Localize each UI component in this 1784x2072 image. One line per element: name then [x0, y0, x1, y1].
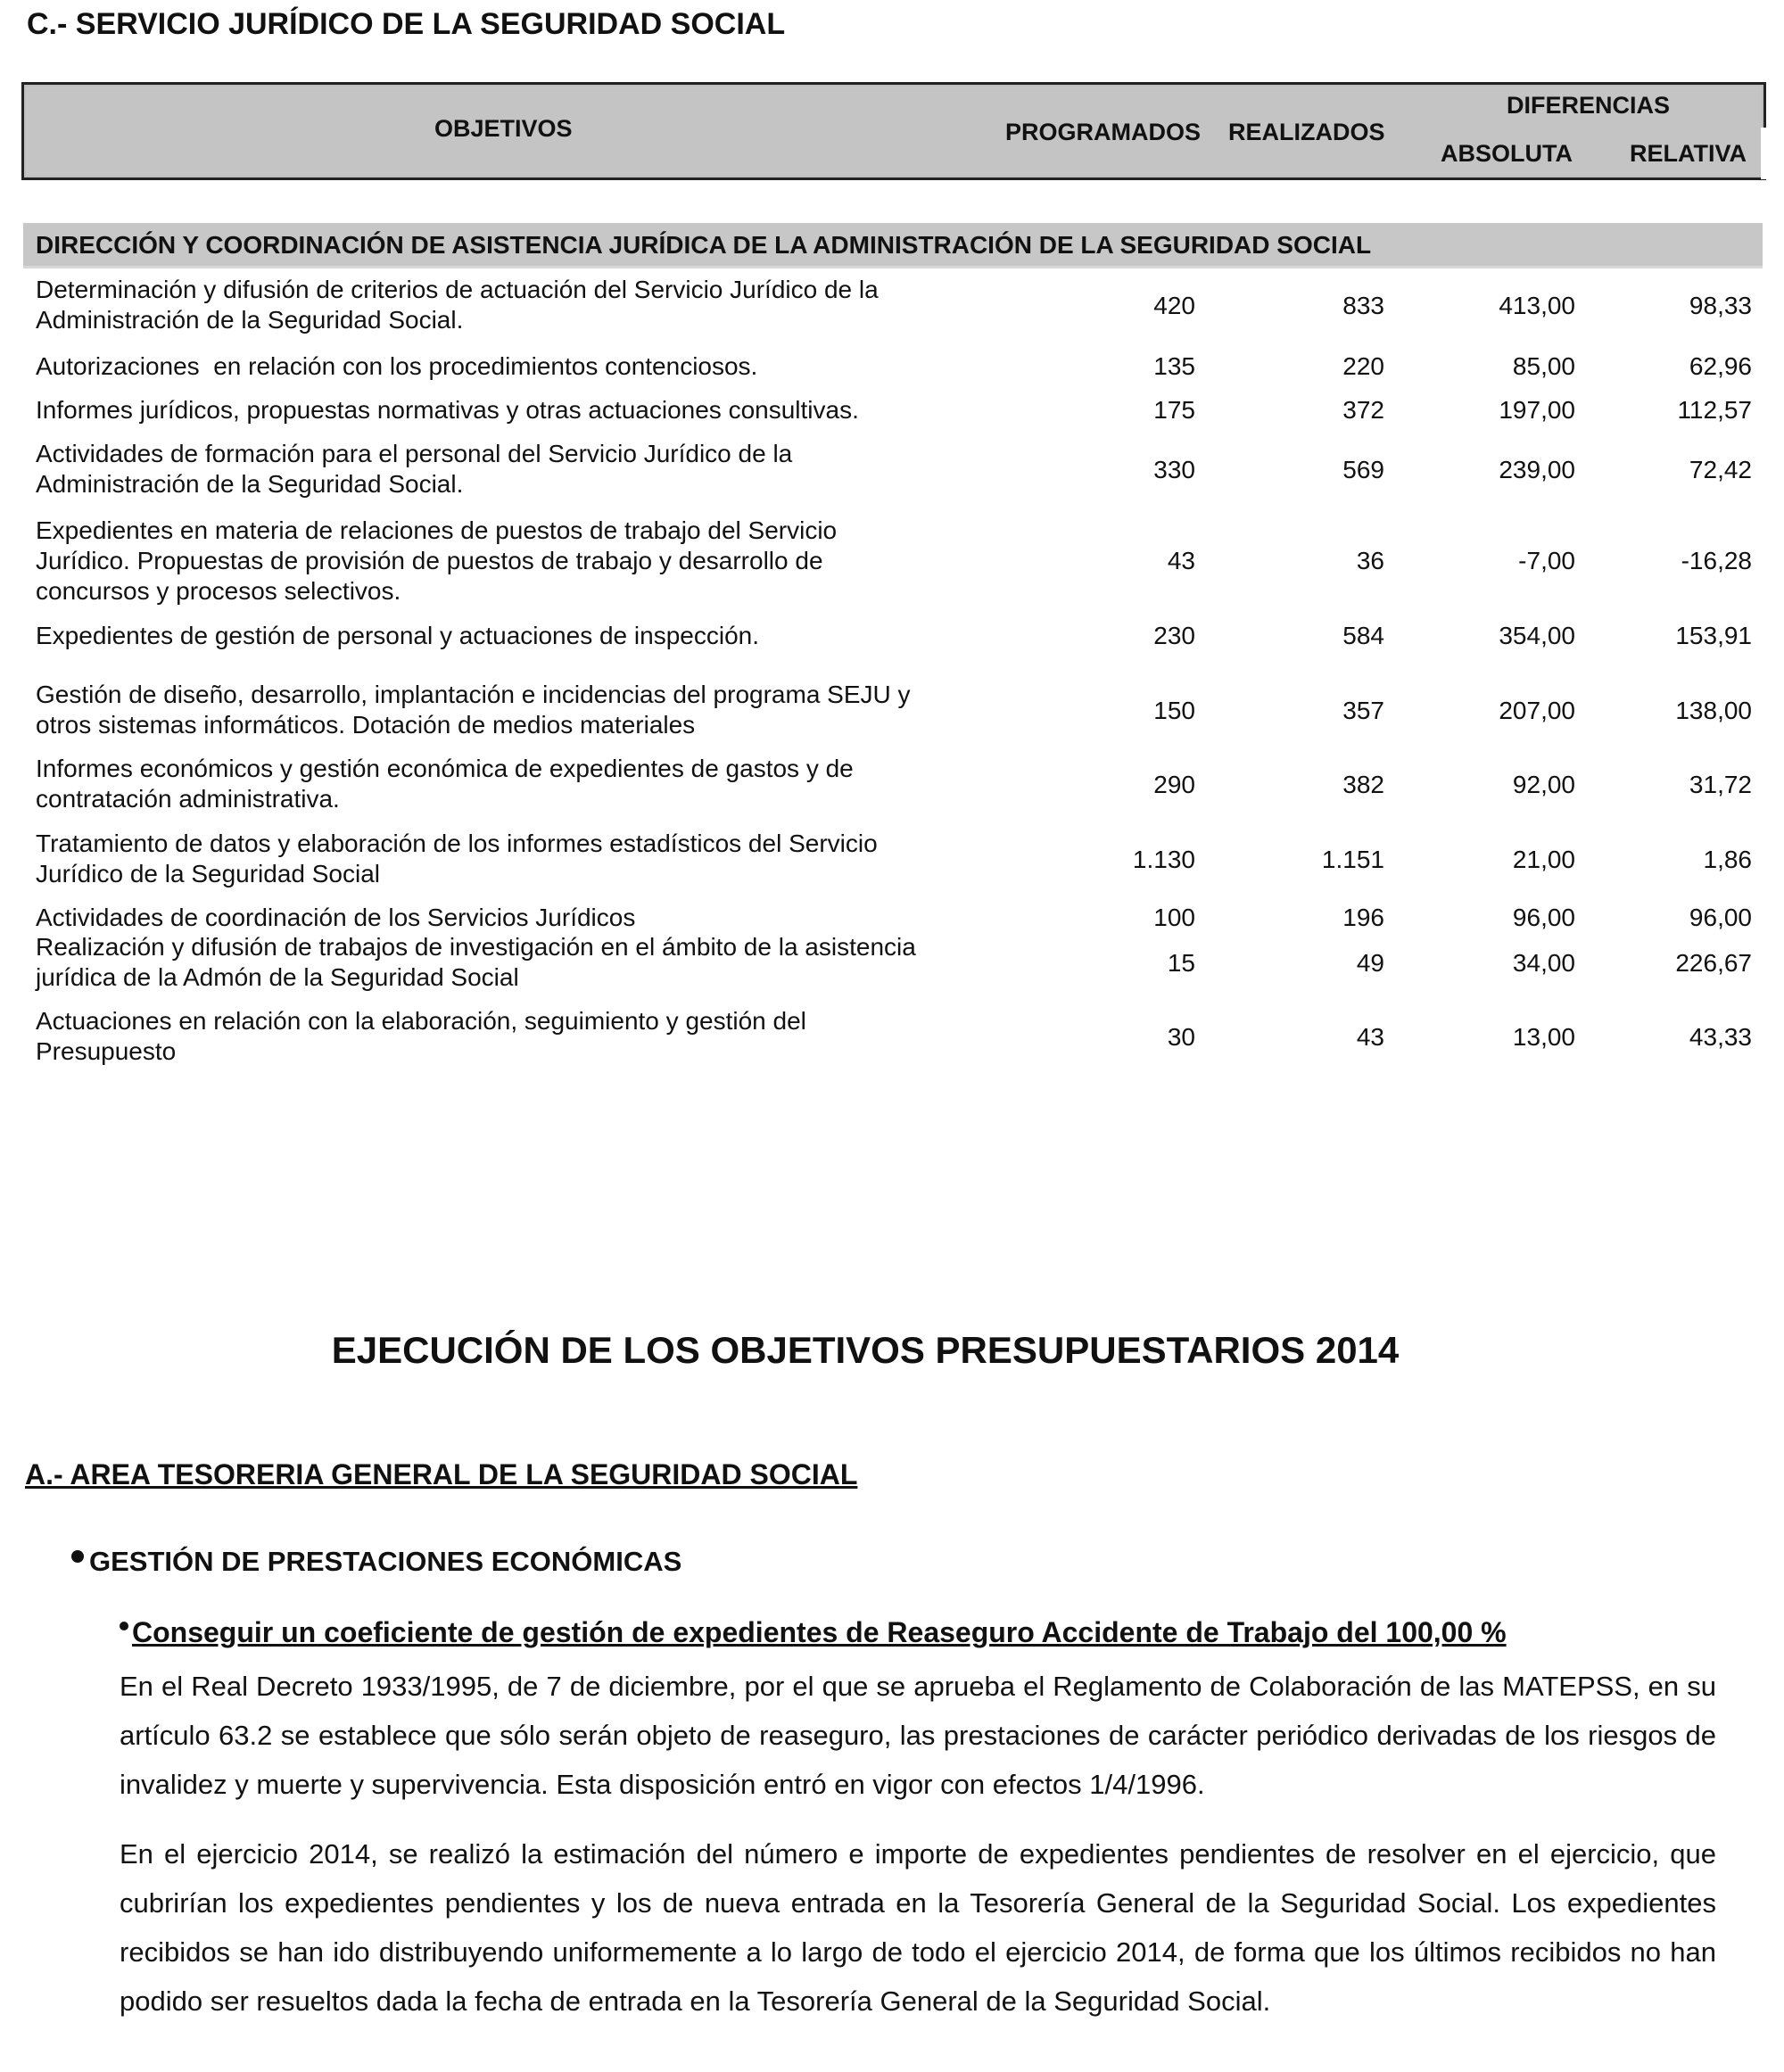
cell-realizados: 1.151: [1321, 846, 1384, 873]
row-description-line: Jurídico de la Seguridad Social: [36, 860, 381, 887]
row-description-line: Actividades de formación para el personal del Servicio Jurídico de la: [36, 440, 793, 467]
section-title: C.- SERVICIO JURÍDICO DE LA SEGURIDAD SOCIAL: [27, 7, 786, 41]
cell-programados: 43: [1167, 547, 1195, 574]
header-absoluta: ABSOLUTA: [1441, 140, 1573, 167]
cell-realizados: 196: [1342, 904, 1384, 931]
cell-realizados: 584: [1342, 622, 1384, 649]
row-description: [36, 395, 981, 425]
cell-relativa: 153,91: [1675, 622, 1752, 649]
cell-absoluta: 21,00: [1512, 846, 1575, 873]
row-description: [36, 275, 981, 335]
cell-absoluta: 85,00: [1512, 352, 1575, 380]
cell-absoluta: 13,00: [1512, 1023, 1575, 1051]
bullet-heading: [71, 1546, 681, 1578]
cell-programados: 150: [1153, 697, 1195, 724]
group-band: [23, 223, 1763, 268]
row-description-line: Determinación y difusión de criterios de actuación del Servicio Jurídico de la: [36, 276, 879, 303]
cell-absoluta: 354,00: [1499, 622, 1575, 649]
cell-absoluta: 413,00: [1499, 292, 1575, 319]
cell-absoluta: 92,00: [1512, 771, 1575, 798]
row-description-line: Expedientes de gestión de personal y actuaciones de inspección.: [36, 622, 759, 649]
cell-realizados: 357: [1342, 697, 1384, 724]
cell-realizados: 569: [1342, 456, 1384, 483]
bullet-dot-icon: [71, 1550, 84, 1563]
cell-realizados: 833: [1342, 292, 1384, 319]
header-realizados: REALIZADOS: [1228, 119, 1385, 145]
cell-programados: 100: [1153, 904, 1195, 931]
sub-bullet-text: Conseguir un coeficiente de gestión de expedientes de Reaseguro Accidente de Trabajo del 100,00 %: [132, 1616, 1507, 1648]
cell-realizados: 372: [1342, 396, 1384, 424]
row-description: [36, 516, 981, 607]
cell-relativa: 98,33: [1689, 292, 1752, 319]
cell-programados: 420: [1153, 292, 1195, 319]
cell-absoluta: 197,00: [1499, 396, 1575, 424]
group-title: DIRECCIÓN Y COORDINACIÓN DE ASISTENCIA JURÍDICA DE LA ADMINISTRACIÓN DE LA SEGURIDAD SOCIAL: [36, 231, 1372, 259]
row-description-line: Tratamiento de datos y elaboración de los informes estadísticos del Servicio: [36, 830, 878, 857]
cell-relativa: -16,28: [1681, 547, 1752, 574]
cell-relativa: 96,00: [1689, 904, 1752, 931]
row-description-line: Realización y difusión de trabajos de investigación en el ámbito de la asistencia: [36, 933, 916, 961]
cell-relativa: 62,96: [1689, 352, 1752, 380]
header-notch: [1761, 128, 1766, 179]
row-description-line: Informes jurídicos, propuestas normativas y otras actuaciones consultivas.: [36, 396, 859, 424]
row-description-line: Administración de la Seguridad Social.: [36, 470, 464, 498]
cell-programados: 290: [1153, 771, 1195, 798]
cell-realizados: 43: [1356, 1023, 1384, 1051]
cell-realizados: 382: [1342, 771, 1384, 798]
row-description: [36, 903, 981, 933]
row-description: [36, 1006, 981, 1067]
row-description-line: contratación administrativa.: [36, 785, 340, 813]
cell-programados: 330: [1153, 456, 1195, 483]
header-programados: PROGRAMADOS: [1005, 119, 1202, 145]
cell-programados: 15: [1167, 949, 1195, 977]
header-objetivos: OBJETIVOS: [434, 115, 573, 142]
cell-absoluta: 34,00: [1512, 949, 1575, 977]
cell-realizados: 36: [1356, 547, 1384, 574]
cell-programados: 175: [1153, 396, 1195, 424]
cell-absoluta: 96,00: [1512, 904, 1575, 931]
cell-realizados: 49: [1356, 949, 1384, 977]
cell-relativa: 226,67: [1675, 949, 1752, 977]
row-description: [36, 932, 981, 993]
row-description-line: Administración de la Seguridad Social.: [36, 306, 464, 334]
cell-relativa: 1,86: [1703, 846, 1752, 873]
row-description: [36, 439, 981, 499]
cell-programados: 135: [1153, 352, 1195, 380]
row-description-line: Actuaciones en relación con la elaboración, seguimiento y gestión del: [36, 1007, 806, 1035]
cell-absoluta: 207,00: [1499, 697, 1575, 724]
row-description-line: concursos y procesos selectivos.: [36, 577, 401, 605]
row-description: [36, 680, 981, 740]
cell-relativa: 31,72: [1689, 771, 1752, 798]
row-description: [36, 829, 981, 889]
main-title: EJECUCIÓN DE LOS OBJETIVOS PRESUPUESTARIOS 2014: [331, 1329, 1400, 1371]
paragraph-1: En el Real Decreto 1933/1995, de 7 de diciembre, por el que se aprueba el Reglamento de Colaboración de las MATEPSS, en su artículo 63.2 se establece que sólo serán objeto de reaseguro, las prestaciones de carácter periódico derivadas de los riesgos de invalidez y muerte y supervivencia. Esta disposición entró en vigor con efectos 1/4/1996.: [120, 1671, 1716, 1800]
cell-programados: 1.130: [1132, 846, 1195, 873]
bullet-heading-text: GESTIÓN DE PRESTACIONES ECONÓMICAS: [89, 1546, 682, 1577]
cell-programados: 30: [1167, 1023, 1195, 1051]
row-description: [36, 754, 981, 814]
cell-relativa: 112,57: [1677, 396, 1752, 424]
row-description-line: Informes económicos y gestión económica de expedientes de gastos y de: [36, 755, 854, 782]
cell-realizados: 220: [1342, 352, 1384, 380]
cell-absoluta: 239,00: [1499, 456, 1575, 483]
row-description: [36, 621, 981, 651]
row-description-line: Gestión de diseño, desarrollo, implantación e incidencias del programa SEJU y: [36, 681, 911, 708]
row-description-line: Presupuesto: [36, 1037, 177, 1065]
row-description-line: jurídica de la Admón de la Seguridad Social: [36, 963, 519, 991]
row-description-line: Autorizaciones en relación con los procedimientos contenciosos.: [36, 352, 758, 380]
row-description: [36, 351, 981, 382]
sub-bullet-dot-icon: [120, 1622, 128, 1630]
sub-bullet-heading: [120, 1616, 1507, 1649]
cell-absoluta: -7,00: [1518, 547, 1575, 574]
row-description-line: otros sistemas informáticos. Dotación de medios materiales: [36, 711, 696, 739]
cell-relativa: 138,00: [1675, 697, 1752, 724]
header-diferencias: DIFERENCIAS: [1507, 92, 1671, 119]
row-description-line: Jurídico. Propuestas de provisión de puestos de trabajo y desarrollo de: [36, 547, 823, 574]
paragraph-2: En el ejercicio 2014, se realizó la estimación del número e importe de expedientes pendientes de resolver en el ejercicio, que cubrirían los expedientes pendientes y los de nueva entrada en la Tesorería General de la Seguridad Social. Los expedientes recibidos se han ido distribuyendo uniformemente a lo largo de todo el ejercicio 2014, de forma que los últimos recibidos no han podido ser resueltos dada la fecha de entrada en la Tesorería General de la Seguridad Social.: [120, 1838, 1716, 2017]
cell-relativa: 72,42: [1689, 456, 1752, 483]
cell-programados: 230: [1153, 622, 1195, 649]
row-description-line: Expedientes en materia de relaciones de puestos de trabajo del Servicio: [36, 516, 838, 544]
table-header: [21, 82, 1766, 180]
cell-relativa: 43,33: [1689, 1023, 1752, 1051]
area-title: A.- AREA TESORERIA GENERAL DE LA SEGURIDAD SOCIAL: [25, 1458, 858, 1490]
header-relativa: RELATIVA: [1630, 140, 1747, 167]
row-description-line: Actividades de coordinación de los Servicios Jurídicos: [36, 904, 636, 931]
